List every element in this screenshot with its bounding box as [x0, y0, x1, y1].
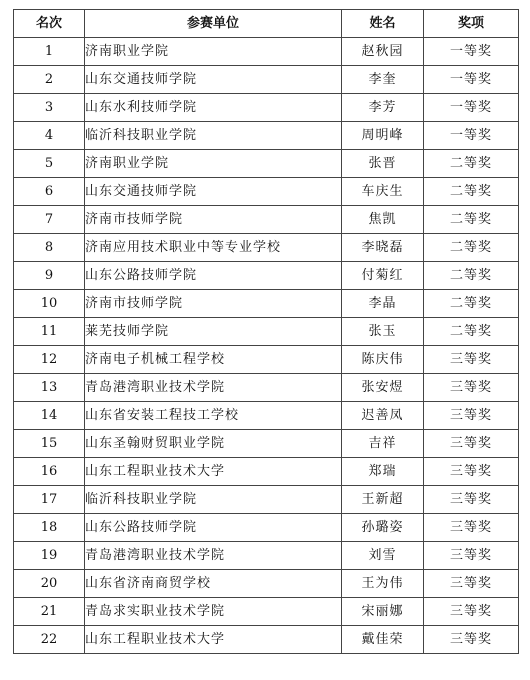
award-cell: 三等奖: [424, 346, 519, 374]
rank-cell: 12: [14, 346, 85, 374]
award-cell: 三等奖: [424, 374, 519, 402]
table-row: [14, 234, 519, 262]
rank-cell: 21: [14, 598, 85, 626]
table-row: [14, 542, 519, 570]
award-cell: 二等奖: [424, 206, 519, 234]
award-cell: 二等奖: [424, 150, 519, 178]
unit-cell: 莱芜技师学院: [85, 318, 342, 346]
name-cell: 陈庆伟: [342, 346, 424, 374]
header-name: 姓名: [342, 10, 424, 38]
table-row: [14, 38, 519, 66]
unit-cell: 山东工程职业技术大学: [85, 458, 342, 486]
award-cell: 三等奖: [424, 430, 519, 458]
rank-cell: 18: [14, 514, 85, 542]
award-cell: 三等奖: [424, 486, 519, 514]
unit-cell: 山东省安装工程技工学校: [85, 402, 342, 430]
rank-cell: 16: [14, 458, 85, 486]
name-cell: 迟善凤: [342, 402, 424, 430]
table-row: [14, 514, 519, 542]
award-cell: 二等奖: [424, 178, 519, 206]
name-cell: 张玉: [342, 318, 424, 346]
award-cell: 二等奖: [424, 318, 519, 346]
rank-cell: 3: [14, 94, 85, 122]
unit-cell: 山东工程职业技术大学: [85, 626, 342, 654]
table-row: [14, 94, 519, 122]
unit-cell: 青岛港湾职业技术学院: [85, 374, 342, 402]
rank-cell: 2: [14, 66, 85, 94]
rank-cell: 20: [14, 570, 85, 598]
name-cell: 戴佳荣: [342, 626, 424, 654]
award-cell: 三等奖: [424, 626, 519, 654]
name-cell: 刘雪: [342, 542, 424, 570]
unit-cell: 山东水利技师学院: [85, 94, 342, 122]
rank-cell: 15: [14, 430, 85, 458]
name-cell: 李晓磊: [342, 234, 424, 262]
header-unit: 参赛单位: [85, 10, 342, 38]
rank-cell: 11: [14, 318, 85, 346]
name-cell: 张安煜: [342, 374, 424, 402]
award-cell: 二等奖: [424, 262, 519, 290]
name-cell: 车庆生: [342, 178, 424, 206]
award-cell: 一等奖: [424, 122, 519, 150]
header-rank: 名次: [14, 10, 85, 38]
name-cell: 李晶: [342, 290, 424, 318]
unit-cell: 青岛港湾职业技术学院: [85, 542, 342, 570]
table-row: [14, 458, 519, 486]
award-cell: 三等奖: [424, 514, 519, 542]
unit-cell: 临沂科技职业学院: [85, 486, 342, 514]
rank-cell: 5: [14, 150, 85, 178]
unit-cell: 山东省济南商贸学校: [85, 570, 342, 598]
unit-cell: 临沂科技职业学院: [85, 122, 342, 150]
table-row: [14, 178, 519, 206]
award-cell: 三等奖: [424, 402, 519, 430]
award-cell: 一等奖: [424, 66, 519, 94]
award-cell: 一等奖: [424, 94, 519, 122]
table-row: [14, 374, 519, 402]
table-row: [14, 262, 519, 290]
table-row: [14, 150, 519, 178]
table-row: [14, 318, 519, 346]
unit-cell: 青岛求实职业技术学院: [85, 598, 342, 626]
unit-cell: 山东圣翰财贸职业学院: [85, 430, 342, 458]
award-cell: 一等奖: [424, 38, 519, 66]
rank-cell: 6: [14, 178, 85, 206]
rank-cell: 22: [14, 626, 85, 654]
name-cell: 李芳: [342, 94, 424, 122]
unit-cell: 济南职业学院: [85, 38, 342, 66]
award-cell: 三等奖: [424, 598, 519, 626]
name-cell: 孙璐姿: [342, 514, 424, 542]
rank-cell: 1: [14, 38, 85, 66]
table-body: [14, 38, 519, 654]
rank-cell: 14: [14, 402, 85, 430]
unit-cell: 济南职业学院: [85, 150, 342, 178]
table-row: [14, 598, 519, 626]
table-row: [14, 626, 519, 654]
table-row: [14, 206, 519, 234]
unit-cell: 山东交通技师学院: [85, 178, 342, 206]
unit-cell: 济南市技师学院: [85, 290, 342, 318]
award-results-table: [13, 9, 519, 654]
award-cell: 三等奖: [424, 542, 519, 570]
name-cell: 付菊红: [342, 262, 424, 290]
table-row: [14, 570, 519, 598]
table-row: [14, 122, 519, 150]
rank-cell: 4: [14, 122, 85, 150]
name-cell: 王为伟: [342, 570, 424, 598]
award-cell: 二等奖: [424, 234, 519, 262]
table-header: [14, 10, 519, 38]
header-award: 奖项: [424, 10, 519, 38]
rank-cell: 10: [14, 290, 85, 318]
rank-cell: 8: [14, 234, 85, 262]
name-cell: 郑瑞: [342, 458, 424, 486]
rank-cell: 17: [14, 486, 85, 514]
name-cell: 王新超: [342, 486, 424, 514]
unit-cell: 济南市技师学院: [85, 206, 342, 234]
name-cell: 周明峰: [342, 122, 424, 150]
table-row: [14, 290, 519, 318]
rank-cell: 19: [14, 542, 85, 570]
table-row: [14, 346, 519, 374]
table-row: [14, 402, 519, 430]
unit-cell: 济南应用技术职业中等专业学校: [85, 234, 342, 262]
name-cell: 张晋: [342, 150, 424, 178]
table-row: [14, 66, 519, 94]
name-cell: 李奎: [342, 66, 424, 94]
unit-cell: 山东公路技师学院: [85, 262, 342, 290]
award-cell: 二等奖: [424, 290, 519, 318]
award-cell: 三等奖: [424, 458, 519, 486]
name-cell: 赵秋园: [342, 38, 424, 66]
name-cell: 焦凯: [342, 206, 424, 234]
name-cell: 宋丽娜: [342, 598, 424, 626]
unit-cell: 山东公路技师学院: [85, 514, 342, 542]
table-row: [14, 430, 519, 458]
unit-cell: 山东交通技师学院: [85, 66, 342, 94]
unit-cell: 济南电子机械工程学校: [85, 346, 342, 374]
table-row: [14, 486, 519, 514]
award-cell: 三等奖: [424, 570, 519, 598]
header-row: [14, 10, 519, 38]
name-cell: 吉祥: [342, 430, 424, 458]
rank-cell: 13: [14, 374, 85, 402]
rank-cell: 9: [14, 262, 85, 290]
rank-cell: 7: [14, 206, 85, 234]
